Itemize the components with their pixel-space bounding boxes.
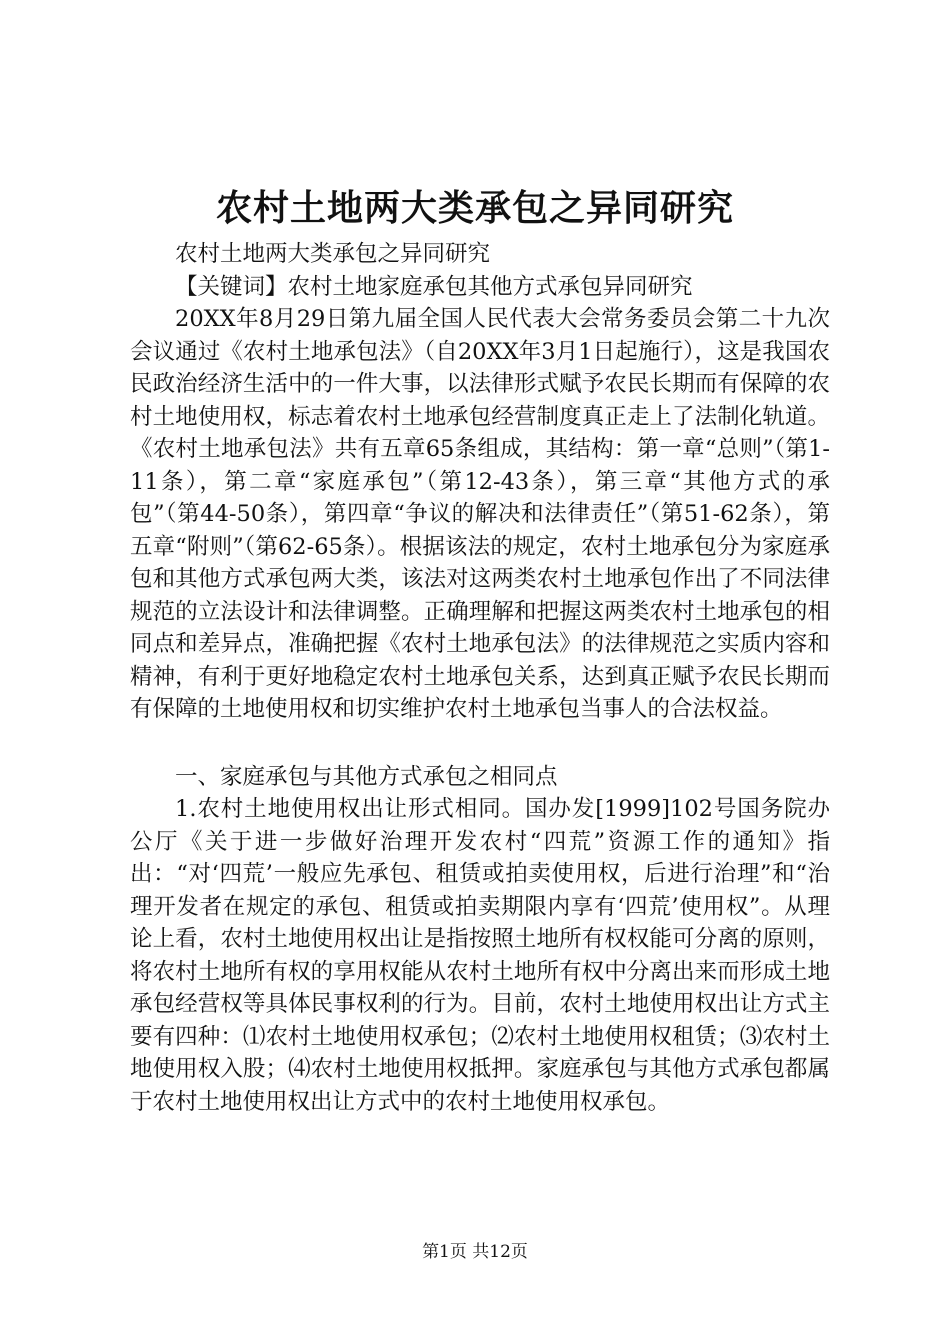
paragraph-keywords: 【关键词】农村土地家庭承包其他方式承包异同研究 bbox=[175, 273, 693, 300]
document-title: 农村土地两大类承包之异同研究 bbox=[215, 187, 734, 229]
section-heading: 一、家庭承包与其他方式承包之相同点 bbox=[175, 763, 558, 790]
page-footer: 第1页 共12页 bbox=[422, 1242, 528, 1262]
paragraph-intro: 20XX年8月29日第九届全国人民代表大会常务委员会第二十九次会议通过《农村土地承包法》（自20XX年3月1日起施行），这是我国农民政治经济生活中的一件大事，以法律形式赋予农民长期而有保障的农村土地使用权，标志着农村土地承包经营制度真正走上了法制化轨道。《农村土地承包法》共有五章65条组成，其结构：第一章“总则”（第1-11条），第二章“家庭承包”（第12-43条），第三章“其他方式的承包”（第44-50条），第四章“争议的解决和法律责任”（第51-62条），第五章“附则”（第62-65条）。根据该法的规定，农村土地承包分为家庭承包和其他方式承包两大类，该法对这两类农村土地承包作出了不同法律规范的立法设计和法律调整。正确理解和把握这两类农村土地承包的相同点和差异点，准确把握《农村土地承包法》的法律规范之实质内容和精神，有利于更好地稳定农村土地承包关系，达到真正赋予农民长期而有保障的土地使用权和切实维护农村土地承包当事人的合法权益。 bbox=[130, 306, 830, 722]
document-body bbox=[130, 238, 830, 1118]
paragraph-subtitle: 农村土地两大类承包之异同研究 bbox=[175, 241, 491, 267]
paragraph-point-1: 1.农村土地使用权出让形式相同。国办发[1999]102号国务院办公厅《关于进一步做好治理开发农村“四荒”资源工作的通知》指出：“对‘四荒’一般应先承包、租赁或拍卖使用权，后进行治理”和“治理开发者在规定的承包、租赁或拍卖期限内享有‘四荒’使用权”。从理论上看，农村土地使用权出让是指按照土地所有权权能可分离的原则，将农村土地所有权的享用权能从农村土地所有权中分离出来而形成土地承包经营权等具体民事权利的行为。目前，农村土地使用权出让方式主要有四种：⑴农村土地使用权承包；⑵农村土地使用权租赁；⑶农村土地使用权入股；⑷农村土地使用权抵押。家庭承包与其他方式承包都属于农村土地使用权出让方式中的农村土地使用权承包。 bbox=[130, 796, 830, 1115]
